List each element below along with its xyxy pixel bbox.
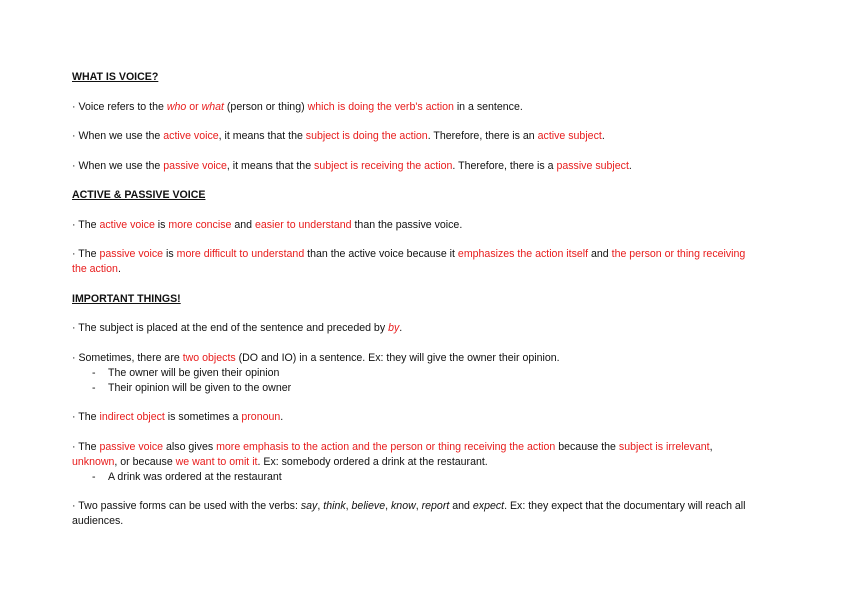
highlight-text: passive voice	[163, 159, 227, 172]
paragraph-voice-definition	[72, 100, 752, 115]
highlight-text: which is doing the verb's action	[307, 100, 454, 113]
verb-text: report	[421, 500, 450, 512]
text: .	[280, 411, 284, 423]
paragraph-two-objects	[72, 351, 752, 366]
paragraph-active-voice	[72, 129, 752, 144]
text: ,	[709, 440, 713, 453]
paragraph-indirect-object	[72, 410, 752, 425]
text: is	[163, 248, 177, 260]
highlight-text: indirect object	[99, 411, 165, 423]
text: · When we use the	[72, 159, 164, 172]
paragraph-passive-voice	[72, 159, 752, 174]
paragraph-subject-placement	[72, 321, 752, 336]
paragraph-passive-emphasis	[72, 440, 752, 470]
highlight-text: more difficult to understand	[176, 248, 305, 260]
text: · The	[72, 218, 100, 231]
text: also gives	[163, 440, 217, 453]
text: . Therefore, there is an	[427, 130, 538, 142]
heading-what-is-voice: WHAT IS VOICE?	[72, 71, 159, 83]
text: because the	[555, 440, 619, 453]
text: ,	[317, 500, 324, 512]
highlight-text: emphasizes the action itself	[457, 248, 589, 260]
dash-bullet: -	[92, 470, 96, 483]
paragraph-passive-difficult	[72, 247, 752, 277]
text: .	[628, 159, 632, 172]
verb-text: expect	[472, 500, 505, 512]
text: than the active voice because it	[304, 248, 458, 260]
highlight-text: active voice	[163, 130, 219, 142]
text: · The subject is placed at the end of the sentence and preceded by	[72, 322, 389, 334]
list-item	[72, 381, 752, 396]
text: and	[449, 500, 473, 512]
highlight-text: or	[186, 100, 202, 113]
verb-text: think	[323, 500, 346, 512]
paragraph-active-concise	[72, 218, 752, 233]
highlight-text: easier to understand	[254, 218, 352, 231]
text: · Sometimes, there are	[72, 351, 183, 364]
highlight-text: we want to omit it	[175, 455, 258, 468]
highlight-text: active subject	[537, 130, 602, 142]
text: · The	[72, 411, 100, 423]
dash-bullet: -	[92, 381, 96, 394]
highlight-text: subject is doing the action	[305, 130, 428, 142]
verb-text: know	[391, 500, 416, 512]
list-item-text: The owner will be given their opinion	[108, 366, 280, 379]
text: . Ex: they expect that the documentary will reach all audiences.	[72, 500, 746, 527]
text: · The	[72, 248, 100, 260]
text: · Voice refers to the	[72, 100, 167, 113]
text: , it means that the	[218, 130, 306, 142]
highlight-text: passive voice	[99, 440, 164, 453]
text: .	[117, 263, 121, 275]
text: .	[601, 130, 605, 142]
text: , it means that the	[226, 159, 315, 172]
highlight-text: who	[166, 100, 187, 113]
list-item-text: A drink was ordered at the restaurant	[108, 470, 282, 483]
highlight-text: by	[388, 322, 400, 334]
highlight-text: unknown	[72, 455, 115, 468]
verb-text: believe	[351, 500, 386, 512]
highlight-text: the person or thing receiving the action	[72, 248, 746, 275]
list-item	[72, 366, 752, 381]
list-item	[72, 470, 752, 485]
text: · Two passive forms can be used with the verbs:	[72, 500, 301, 512]
text: , or because	[114, 455, 176, 468]
heading-important-things: IMPORTANT THINGS!	[72, 292, 181, 305]
highlight-text: active voice	[99, 218, 155, 231]
text: · When we use the	[72, 130, 164, 142]
text: ,	[345, 500, 352, 512]
highlight-text: more emphasis to the action and the person or thing receiving the action	[216, 440, 556, 453]
highlight-text: what	[201, 100, 224, 113]
text: (person or thing)	[223, 100, 308, 113]
text: · The	[72, 440, 100, 453]
text: ,	[385, 500, 391, 512]
text: and	[231, 218, 255, 231]
text: . Ex: somebody ordered a drink at the restaurant.	[257, 455, 488, 468]
highlight-text: subject is irrelevant	[618, 440, 710, 453]
highlight-text: passive voice	[99, 248, 164, 260]
text: .	[399, 322, 403, 334]
text: and	[588, 248, 612, 260]
text: . Therefore, there is a	[452, 159, 557, 172]
text: is	[154, 218, 169, 231]
text: in a sentence.	[453, 100, 523, 113]
paragraph-passive-forms	[72, 499, 752, 529]
heading-active-passive: ACTIVE & PASSIVE VOICE	[72, 189, 206, 201]
dash-bullet: -	[92, 366, 96, 379]
highlight-text: pronoun	[241, 411, 281, 423]
text: than the passive voice.	[351, 218, 463, 231]
list-item-text: Their opinion will be given to the owner	[108, 381, 292, 394]
highlight-text: passive subject	[556, 159, 629, 172]
verb-text: say	[300, 500, 318, 512]
text: ,	[415, 500, 422, 512]
text: (DO and IO) in a sentence. Ex: they will give the owner their opinion.	[235, 351, 560, 364]
highlight-text: more concise	[168, 218, 232, 231]
text: is sometimes a	[164, 411, 242, 423]
highlight-text: two objects	[182, 351, 236, 364]
document-page	[72, 70, 752, 529]
highlight-text: subject is receiving the action	[314, 159, 453, 172]
